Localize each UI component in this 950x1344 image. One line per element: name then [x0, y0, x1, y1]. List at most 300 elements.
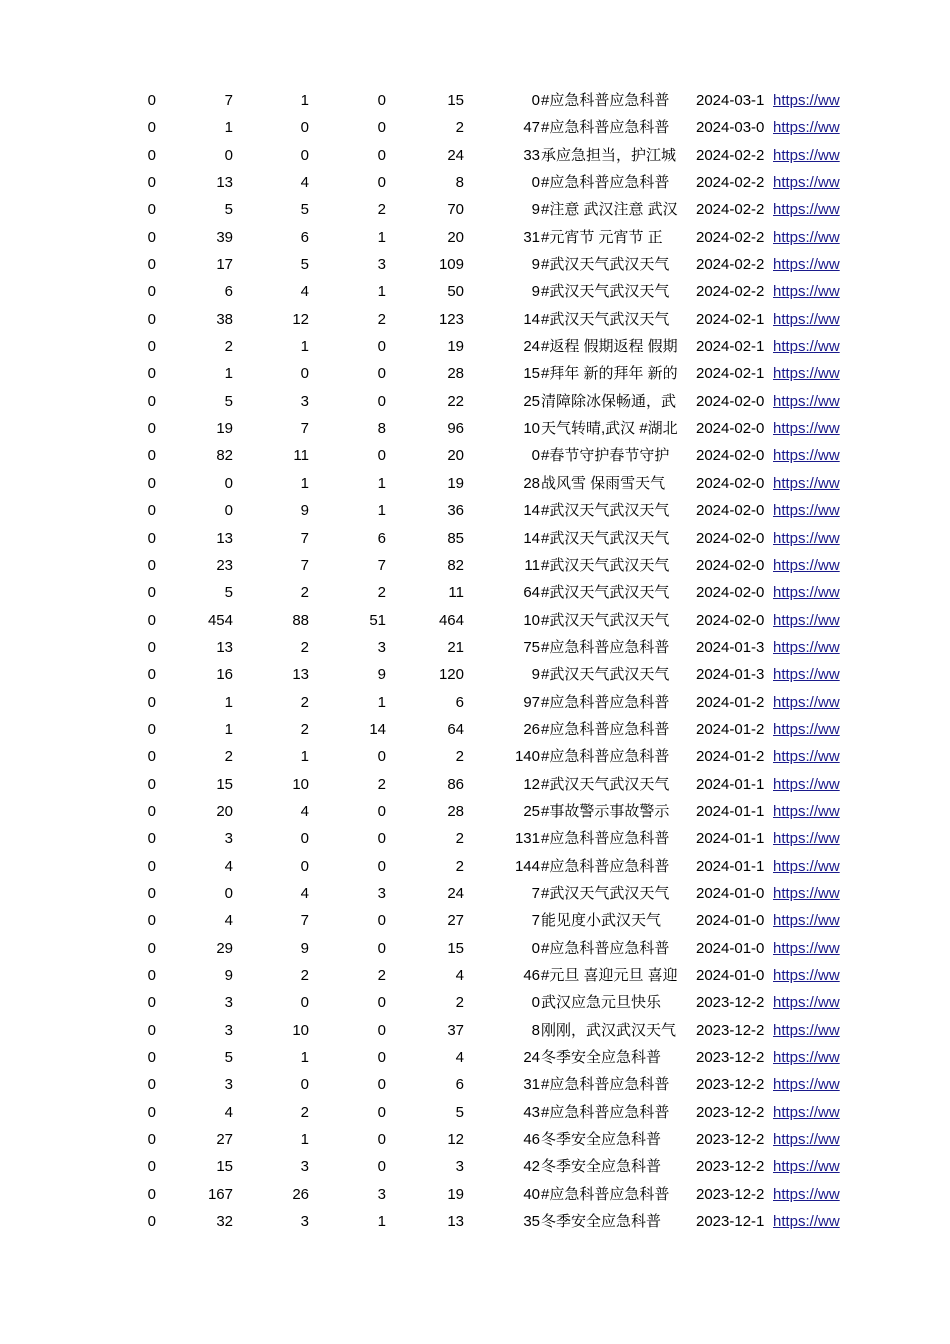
cell-link[interactable]: https://ww [773, 338, 840, 356]
cell-col-4: 0 [377, 748, 386, 766]
cell-link[interactable]: https://ww [773, 474, 840, 492]
cell-title: #元宵节 元宵节 正 [541, 228, 663, 246]
cell-col-2: 5 [224, 201, 233, 219]
cell-date: 2024-01-2 [696, 720, 765, 738]
table-row [0, 1071, 950, 1098]
cell-col-3: 5 [300, 201, 309, 219]
cell-link[interactable]: https://ww [773, 775, 840, 793]
cell-col-4: 0 [377, 365, 386, 383]
cell-col-5: 82 [447, 556, 464, 574]
cell-col-5: 6 [455, 1076, 464, 1094]
cell-col-6: 31 [523, 228, 540, 246]
cell-col-1: 0 [147, 1076, 156, 1094]
cell-link[interactable]: https://ww [773, 666, 840, 684]
cell-col-2: 16 [216, 666, 233, 684]
cell-col-3: 0 [300, 146, 309, 164]
cell-col-4: 0 [377, 802, 386, 820]
cell-title: #注意 武汉注意 武汉 [541, 201, 678, 219]
cell-title: #元旦 喜迎元旦 喜迎 [541, 967, 678, 984]
cell-date: 2023-12-2 [696, 994, 765, 1012]
cell-col-4: 0 [377, 1021, 386, 1039]
cell-col-5: 22 [447, 392, 464, 410]
cell-col-3: 11 [293, 447, 309, 465]
cell-col-1: 0 [147, 994, 156, 1012]
cell-link[interactable]: https://ww [773, 584, 840, 602]
table-row [0, 224, 950, 251]
cell-col-1: 0 [147, 912, 156, 930]
cell-title: 冬季安全应急科普 [541, 1158, 662, 1176]
cell-link[interactable]: https://ww [773, 638, 840, 656]
cell-col-2: 3 [224, 1021, 233, 1039]
cell-col-5: 15 [447, 939, 464, 957]
cell-col-5: 27 [447, 912, 464, 930]
cell-link[interactable]: https://ww [773, 693, 840, 711]
cell-col-1: 0 [147, 420, 156, 438]
cell-col-1: 0 [147, 611, 156, 629]
cell-title: 冬季安全应急科普 [541, 1213, 662, 1231]
cell-link[interactable]: https://ww [773, 1185, 840, 1203]
table-row [0, 415, 950, 442]
cell-col-3: 0 [300, 994, 309, 1012]
cell-col-6: 28 [523, 474, 540, 492]
table-row [0, 1044, 950, 1071]
cell-col-6: 131 [514, 830, 540, 848]
cell-link[interactable]: https://ww [773, 92, 840, 109]
cell-date: 2023-12-2 [696, 1076, 765, 1094]
cell-col-3: 4 [300, 174, 309, 192]
cell-col-2: 4 [224, 912, 233, 930]
cell-col-3: 4 [300, 884, 309, 902]
cell-col-4: 2 [377, 967, 386, 984]
cell-date: 2024-02-0 [696, 502, 765, 520]
table-row [0, 333, 950, 360]
table-row [0, 360, 950, 387]
cell-col-4: 0 [377, 939, 386, 957]
cell-title: #武汉天气武汉天气 [541, 611, 670, 629]
cell-col-2: 13 [216, 638, 233, 656]
cell-col-6: 46 [523, 967, 540, 984]
cell-col-3: 26 [292, 1185, 309, 1203]
cell-col-5: 2 [455, 857, 464, 875]
cell-col-2: 0 [224, 884, 233, 902]
cell-col-5: 70 [447, 201, 464, 219]
cell-col-4: 2 [377, 310, 386, 328]
cell-link[interactable]: https://ww [773, 884, 840, 902]
table-row [0, 1126, 950, 1153]
cell-col-5: 50 [447, 283, 464, 301]
cell-link[interactable]: https://ww [773, 939, 840, 957]
cell-col-6: 8 [531, 1021, 540, 1039]
cell-link[interactable]: https://ww [773, 611, 840, 629]
cell-title: #武汉天气武汉天气 [541, 529, 670, 547]
cell-col-5: 4 [455, 1049, 464, 1067]
cell-link[interactable]: https://ww [773, 912, 840, 930]
cell-col-3: 0 [300, 830, 309, 848]
cell-col-6: 40 [523, 1185, 540, 1203]
cell-col-2: 5 [224, 584, 233, 602]
cell-col-4: 6 [377, 529, 386, 547]
table-row [0, 607, 950, 634]
cell-col-2: 7 [224, 92, 233, 109]
cell-date: 2024-02-1 [696, 310, 765, 328]
cell-link[interactable]: https://ww [773, 1103, 840, 1121]
cell-title: #拜年 新的拜年 新的 [541, 365, 678, 383]
cell-col-4: 1 [377, 474, 386, 492]
cell-col-4: 1 [377, 228, 386, 246]
cell-col-4: 0 [377, 1131, 386, 1149]
cell-col-5: 24 [447, 146, 464, 164]
cell-col-3: 12 [292, 310, 309, 328]
cell-col-3: 7 [300, 556, 309, 574]
cell-date: 2024-02-1 [696, 338, 765, 356]
cell-date: 2023-12-2 [696, 1185, 765, 1203]
cell-date: 2024-01-1 [696, 775, 765, 793]
cell-col-3: 7 [300, 420, 309, 438]
cell-col-4: 0 [377, 1158, 386, 1176]
cell-col-3: 2 [300, 720, 309, 738]
cell-title: #应急科普应急科普 [541, 174, 670, 192]
cell-col-2: 1 [224, 693, 233, 711]
cell-col-1: 0 [147, 1021, 156, 1039]
cell-col-3: 1 [300, 338, 309, 356]
cell-col-1: 0 [147, 1185, 156, 1203]
cell-col-3: 10 [292, 1021, 309, 1039]
cell-col-2: 82 [216, 447, 233, 465]
cell-col-2: 5 [224, 392, 233, 410]
cell-col-1: 0 [147, 529, 156, 547]
cell-col-3: 1 [300, 1049, 309, 1067]
cell-col-5: 28 [447, 802, 464, 820]
cell-col-2: 0 [224, 502, 233, 520]
cell-date: 2024-02-2 [696, 201, 765, 219]
cell-title: #应急科普应急科普 [541, 857, 670, 875]
cell-col-4: 2 [377, 775, 386, 793]
cell-title: #武汉天气武汉天气 [541, 584, 670, 602]
cell-date: 2024-02-0 [696, 447, 765, 465]
cell-title: #武汉天气武汉天气 [541, 256, 670, 274]
cell-col-2: 15 [216, 775, 233, 793]
cell-col-5: 123 [438, 310, 464, 328]
table-row [0, 388, 950, 415]
cell-col-2: 1 [224, 720, 233, 738]
cell-col-3: 2 [300, 693, 309, 711]
cell-col-2: 19 [216, 420, 233, 438]
cell-date: 2024-01-0 [696, 884, 765, 902]
cell-col-5: 8 [455, 174, 464, 192]
cell-link[interactable]: https://ww [773, 310, 840, 328]
cell-link[interactable]: https://ww [773, 1049, 840, 1067]
cell-col-6: 0 [531, 939, 540, 957]
cell-col-2: 39 [216, 228, 233, 246]
table-row [0, 1181, 950, 1208]
cell-col-1: 0 [147, 228, 156, 246]
cell-col-1: 0 [147, 748, 156, 766]
cell-col-5: 12 [447, 1131, 464, 1149]
cell-title: #武汉天气武汉天气 [541, 775, 670, 793]
cell-col-1: 0 [147, 802, 156, 820]
cell-link[interactable]: https://ww [773, 994, 840, 1012]
cell-date: 2024-02-2 [696, 228, 765, 246]
cell-col-6: 47 [523, 119, 540, 137]
cell-link[interactable]: https://ww [773, 256, 840, 274]
cell-col-4: 0 [377, 338, 386, 356]
cell-col-1: 0 [147, 201, 156, 219]
cell-link[interactable]: https://ww [773, 529, 840, 547]
cell-col-2: 3 [224, 994, 233, 1012]
cell-link[interactable]: https://ww [773, 802, 840, 820]
table-row [0, 880, 950, 907]
cell-col-1: 0 [147, 256, 156, 274]
cell-link[interactable]: https://ww [773, 1213, 840, 1231]
cell-col-6: 12 [523, 775, 540, 793]
cell-col-2: 23 [216, 556, 233, 574]
cell-col-6: 0 [531, 447, 540, 465]
cell-col-4: 1 [377, 1213, 386, 1231]
cell-date: 2024-02-0 [696, 556, 765, 574]
cell-col-6: 33 [523, 146, 540, 164]
cell-col-1: 0 [147, 92, 156, 109]
cell-title: #应急科普应急科普 [541, 830, 670, 848]
cell-col-4: 9 [377, 666, 386, 684]
cell-col-3: 13 [292, 666, 309, 684]
cell-col-2: 1 [224, 119, 233, 137]
cell-col-5: 24 [447, 884, 464, 902]
cell-col-1: 0 [147, 884, 156, 902]
cell-col-3: 9 [300, 502, 309, 520]
cell-col-1: 0 [147, 174, 156, 192]
cell-col-4: 14 [369, 720, 386, 738]
cell-col-2: 1 [224, 365, 233, 383]
cell-col-1: 0 [147, 146, 156, 164]
cell-col-6: 7 [531, 884, 540, 902]
table-row [0, 743, 950, 770]
cell-col-3: 9 [300, 939, 309, 957]
cell-link[interactable]: https://ww [773, 857, 840, 875]
cell-date: 2024-01-0 [696, 939, 765, 957]
cell-col-3: 88 [292, 611, 309, 629]
cell-col-3: 1 [300, 474, 309, 492]
cell-date: 2024-01-2 [696, 693, 765, 711]
cell-col-3: 5 [300, 256, 309, 274]
table-row [0, 142, 950, 169]
cell-title: #武汉天气武汉天气 [541, 502, 670, 520]
table-row [0, 87, 950, 114]
cell-col-5: 109 [438, 256, 464, 274]
cell-col-2: 5 [224, 1049, 233, 1067]
cell-title: 天气转晴,武汉 #湖北 [541, 420, 678, 438]
cell-col-6: 25 [523, 392, 540, 410]
cell-col-6: 11 [524, 556, 540, 574]
cell-col-2: 13 [216, 529, 233, 547]
table-row [0, 1208, 950, 1235]
table-row [0, 196, 950, 223]
table-row [0, 1017, 950, 1044]
cell-col-6: 9 [531, 256, 540, 274]
cell-link[interactable]: https://ww [773, 1131, 840, 1149]
cell-link[interactable]: https://ww [773, 502, 840, 520]
cell-col-5: 21 [447, 638, 464, 656]
cell-link[interactable]: https://ww [773, 119, 840, 137]
cell-link[interactable]: https://ww [773, 556, 840, 574]
cell-date: 2024-03-0 [696, 119, 765, 137]
cell-date: 2024-02-2 [696, 174, 765, 192]
cell-col-5: 19 [447, 338, 464, 356]
cell-col-5: 4 [455, 967, 464, 984]
cell-col-4: 0 [377, 994, 386, 1012]
cell-col-3: 0 [300, 365, 309, 383]
cell-col-6: 25 [523, 802, 540, 820]
cell-link[interactable]: https://ww [773, 1021, 840, 1039]
cell-col-5: 20 [447, 228, 464, 246]
table-row [0, 689, 950, 716]
cell-col-2: 27 [216, 1131, 233, 1149]
cell-col-4: 0 [377, 912, 386, 930]
cell-col-4: 3 [377, 1185, 386, 1203]
cell-col-3: 0 [300, 119, 309, 137]
cell-col-6: 140 [514, 748, 540, 766]
cell-col-3: 10 [292, 775, 309, 793]
cell-col-4: 51 [369, 611, 386, 629]
cell-title: 战风雪 保雨雪天气 [541, 474, 666, 492]
cell-col-3: 7 [300, 912, 309, 930]
cell-col-5: 3 [455, 1158, 464, 1176]
cell-link[interactable]: https://ww [773, 201, 840, 219]
table-row [0, 442, 950, 469]
cell-col-6: 0 [531, 92, 540, 109]
cell-date: 2024-02-0 [696, 584, 765, 602]
cell-title: #应急科普应急科普 [541, 1076, 670, 1094]
spreadsheet-page [0, 87, 950, 1235]
cell-link[interactable]: https://ww [773, 1076, 840, 1094]
cell-col-3: 1 [300, 92, 309, 109]
cell-title: #应急科普应急科普 [541, 1103, 670, 1121]
cell-col-4: 7 [377, 556, 386, 574]
table-row [0, 634, 950, 661]
cell-col-1: 0 [147, 638, 156, 656]
cell-col-6: 26 [523, 720, 540, 738]
cell-col-1: 0 [147, 474, 156, 492]
cell-col-3: 3 [300, 1158, 309, 1176]
cell-col-2: 0 [224, 474, 233, 492]
table-row [0, 661, 950, 688]
cell-link[interactable]: https://ww [773, 447, 840, 465]
cell-date: 2024-01-1 [696, 830, 765, 848]
cell-col-1: 0 [147, 119, 156, 137]
table-row [0, 935, 950, 962]
cell-title: #武汉天气武汉天气 [541, 666, 670, 684]
cell-title: #武汉天气武汉天气 [541, 283, 670, 301]
cell-col-6: 97 [523, 693, 540, 711]
cell-col-6: 14 [523, 310, 540, 328]
cell-col-1: 0 [147, 1131, 156, 1149]
cell-col-1: 0 [147, 666, 156, 684]
cell-date: 2024-02-0 [696, 474, 765, 492]
cell-col-6: 0 [531, 174, 540, 192]
cell-col-5: 11 [448, 584, 464, 602]
cell-col-5: 13 [447, 1213, 464, 1231]
cell-col-5: 6 [455, 693, 464, 711]
cell-col-6: 144 [514, 857, 540, 875]
cell-date: 2024-01-1 [696, 857, 765, 875]
cell-col-4: 0 [377, 857, 386, 875]
cell-col-5: 19 [447, 1185, 464, 1203]
cell-title: #应急科普应急科普 [541, 1185, 670, 1203]
cell-col-5: 19 [447, 474, 464, 492]
cell-col-6: 9 [531, 283, 540, 301]
table-row [0, 962, 950, 989]
table-row [0, 114, 950, 141]
cell-link[interactable]: https://ww [773, 228, 840, 246]
cell-col-5: 85 [447, 529, 464, 547]
cell-col-5: 20 [447, 447, 464, 465]
cell-col-4: 0 [377, 1076, 386, 1094]
cell-col-1: 0 [147, 1049, 156, 1067]
table-row [0, 470, 950, 497]
cell-col-1: 0 [147, 967, 156, 984]
cell-link[interactable]: https://ww [773, 748, 840, 766]
cell-col-5: 37 [447, 1021, 464, 1039]
table-row [0, 853, 950, 880]
cell-link[interactable]: https://ww [773, 283, 840, 301]
cell-link[interactable]: https://ww [773, 146, 840, 164]
cell-link[interactable]: https://ww [773, 420, 840, 438]
cell-col-5: 464 [438, 611, 464, 629]
cell-title: #武汉天气武汉天气 [541, 556, 670, 574]
cell-col-5: 15 [447, 92, 464, 109]
cell-title: #事故警示事故警示 [541, 802, 670, 820]
cell-link[interactable]: https://ww [773, 174, 840, 192]
cell-col-1: 0 [147, 584, 156, 602]
cell-link[interactable]: https://ww [773, 392, 840, 410]
cell-col-4: 1 [377, 502, 386, 520]
cell-date: 2024-02-2 [696, 146, 765, 164]
cell-col-3: 4 [300, 283, 309, 301]
cell-col-6: 24 [523, 338, 540, 356]
cell-col-1: 0 [147, 693, 156, 711]
cell-date: 2023-12-2 [696, 1158, 765, 1176]
cell-title: #武汉天气武汉天气 [541, 310, 670, 328]
cell-link[interactable]: https://ww [773, 365, 840, 383]
cell-date: 2024-02-0 [696, 611, 765, 629]
cell-col-4: 3 [377, 256, 386, 274]
cell-title: #春节守护春节守护 [541, 447, 670, 465]
cell-col-2: 3 [224, 1076, 233, 1094]
cell-col-4: 8 [377, 420, 386, 438]
cell-col-6: 31 [523, 1076, 540, 1094]
table-row [0, 825, 950, 852]
cell-col-3: 1 [300, 748, 309, 766]
cell-col-5: 2 [455, 748, 464, 766]
cell-link[interactable]: https://ww [773, 830, 840, 848]
table-row [0, 907, 950, 934]
cell-col-4: 0 [377, 119, 386, 137]
cell-link[interactable]: https://ww [773, 1158, 840, 1176]
cell-title: #应急科普应急科普 [541, 119, 670, 137]
cell-link[interactable]: https://ww [773, 720, 840, 738]
cell-col-2: 15 [216, 1158, 233, 1176]
cell-title: #武汉天气武汉天气 [541, 884, 670, 902]
cell-col-2: 167 [207, 1185, 233, 1203]
cell-col-1: 0 [147, 830, 156, 848]
cell-col-1: 0 [147, 502, 156, 520]
cell-col-2: 3 [224, 830, 233, 848]
cell-col-3: 3 [300, 392, 309, 410]
cell-col-1: 0 [147, 556, 156, 574]
cell-title: #应急科普应急科普 [541, 720, 670, 738]
cell-link[interactable]: https://ww [773, 967, 840, 984]
cell-col-1: 0 [147, 1103, 156, 1121]
cell-title: #应急科普应急科普 [541, 939, 670, 957]
